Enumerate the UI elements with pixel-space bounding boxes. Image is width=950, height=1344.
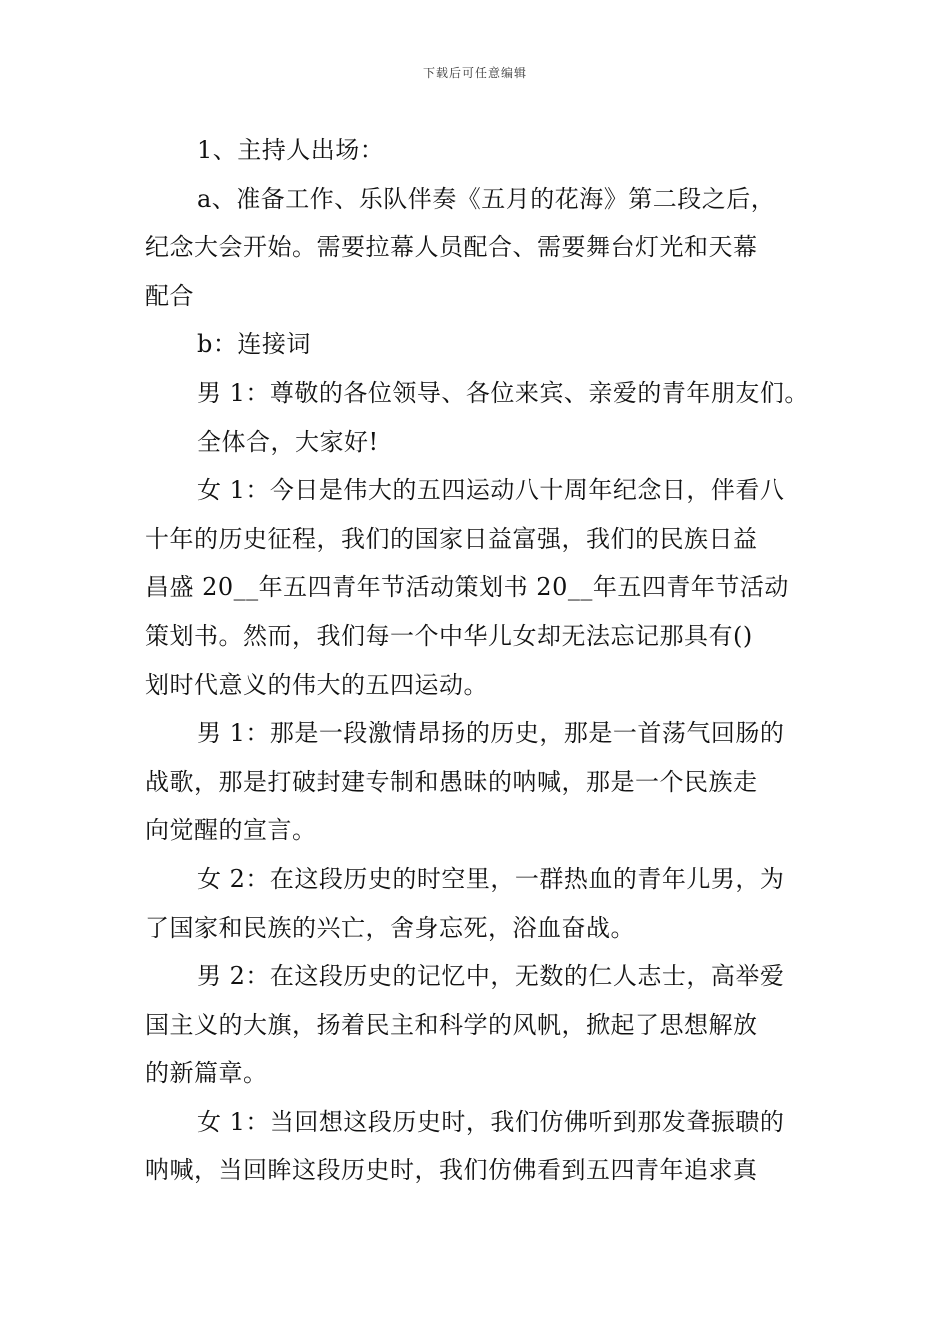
text-line: 昌盛 20__年五四青年节活动策划书 20__年五四青年节活动 bbox=[145, 573, 789, 602]
text-line: 的新篇章。 bbox=[145, 1059, 268, 1088]
text-line: b：连接词 bbox=[197, 330, 311, 359]
text-line: 国主义的大旗，扬着民主和科学的风帆，掀起了思想解放 bbox=[145, 1010, 758, 1039]
page-header: 下载后可任意编辑 bbox=[422, 66, 527, 80]
text-line: 向觉醒的宣言。 bbox=[145, 816, 317, 845]
text-line: 女 1：当回想这段历史时，我们仿佛听到那发聋振聩的 bbox=[197, 1107, 785, 1136]
text-line: 策划书。然而，我们每一个中华儿女却无法忘记那具有() bbox=[145, 621, 753, 650]
text-line: 呐喊，当回眸这段历史时，我们仿佛看到五四青年追求真 bbox=[145, 1156, 758, 1185]
text-line: 男 1：尊敬的各位领导、各位来宾、亲爱的青年朋友们。 bbox=[197, 378, 809, 407]
text-line: 女 1：今日是伟大的五四运动八十周年纪念日，伴看八 bbox=[197, 476, 785, 505]
text-line: 1、主持人出场： bbox=[197, 136, 385, 164]
text-line: 了国家和民族的兴亡，舍身忘死，浴血奋战。 bbox=[145, 913, 635, 942]
text-line: 女 2：在这段历史的时空里，一群热血的青年儿男，为 bbox=[197, 864, 785, 893]
text-line: 全体合，大家好! bbox=[197, 427, 379, 456]
text-line: 十年的历史征程，我们的国家日益富强，我们的民族日益 bbox=[145, 524, 758, 553]
text-line: a、准备工作、乐队伴奏《五月的花海》第二段之后， bbox=[197, 184, 776, 213]
text-line: 男 1：那是一段激情昂扬的历史，那是一首荡气回肠的 bbox=[197, 719, 785, 748]
document-body bbox=[145, 126, 813, 1195]
text-line: 战歌，那是打破封建专制和愚昧的呐喊，那是一个民族走 bbox=[145, 767, 758, 796]
text-line: 男 2：在这段历史的记忆中，无数的仁人志士，高举爱 bbox=[197, 962, 785, 991]
text-line: 配合 bbox=[145, 281, 194, 310]
text-line: 纪念大会开始。需要拉幕人员配合、需要舞台灯光和天幕 bbox=[145, 233, 758, 262]
text-line: 划时代意义的伟大的五四运动。 bbox=[145, 670, 488, 699]
